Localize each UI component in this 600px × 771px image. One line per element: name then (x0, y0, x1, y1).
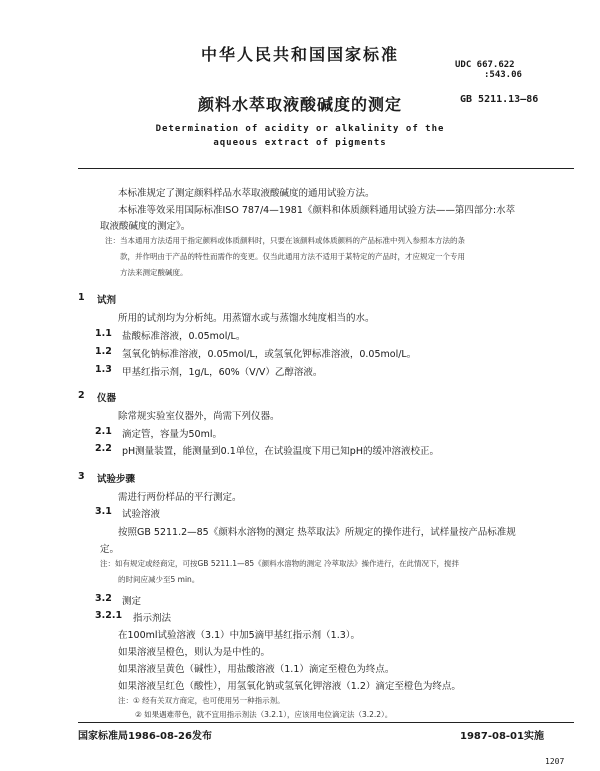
issued-date: 国家标准局1986-08-26发布 (78, 731, 212, 742)
section-1-intro: 所用的试剂均为分析纯。用蒸馏水或与蒸馏水纯度相当的水。 (118, 313, 375, 324)
section-1-title: 试剂 (97, 295, 117, 306)
section-3-title: 试验步骤 (97, 474, 136, 485)
item-3-2-1-line-1: 在100ml试验溶液（3.1）中加5滴甲基红指示剂（1.3）。 (118, 630, 361, 641)
section-2-number: 2 (78, 390, 85, 401)
item-1-3-text: 甲基红指示剂，1g/L，60%（V/V）乙醇溶液。 (122, 367, 323, 378)
item-3-2-number: 3.2 (95, 593, 112, 604)
item-3-2-1-line-3: 如果溶液呈黄色（碱性），用盐酸溶液（1.1）滴定至橙色为终点。 (118, 664, 395, 675)
intro-paragraph-2-cont: 取液酸碱度的测定》。 (100, 221, 191, 232)
item-2-2-number: 2.2 (95, 443, 112, 454)
issuer-title: 中华人民共和国国家标准 (200, 45, 399, 64)
item-3-1-note-line-1: 注：如有规定或经商定，可按GB 5211.1—85《颜料水溶物的测定 冷萃取法》操作进行，在此情况下，搅拌 (100, 559, 460, 568)
item-3-2-1-note-2: ② 如果遇难带色，就不宜用指示剂法（3.2.1），应该用电位滴定法（3.2.2）。 (135, 710, 393, 719)
udc-code-sub: :543.06 (484, 70, 522, 80)
intro-note-line-2: 款，并作明由于产品的特性而需作的变更。仅当此通用方法不适用于某特定的产品时，才应规定一个专用 (120, 252, 465, 261)
item-3-1-text-cont: 定。 (100, 544, 120, 555)
item-1-2-number: 1.2 (95, 346, 112, 357)
item-3-1-text: 按照GB 5211.2—85《颜料水溶物的测定 热萃取法》所规定的操作进行，试样量按产品标准规 (118, 527, 516, 538)
intro-paragraph-1: 本标准规定了测定颜料样品水萃取液酸碱度的通用试验方法。 (118, 188, 375, 199)
item-2-1-number: 2.1 (95, 426, 112, 437)
english-title-line-1: Determination of acidity or alkalinity of the (155, 124, 445, 134)
intro-note-line-1: 注：当本通用方法适用于指定颜料或体质颜料时，只要在该颜料或体质颜料的产品标准中列入参照本方法的条 (105, 236, 465, 245)
item-2-1-text: 滴定管，容量为50ml。 (122, 429, 222, 440)
intro-paragraph-2: 本标准等效采用国际标准ISO 787/4—1981《颜料和体质颜料通用试验方法——第四部分:水萃 (118, 205, 516, 216)
section-2-intro: 除常规实验室仪器外，尚需下列仪器。 (118, 411, 280, 422)
item-1-1-text: 盐酸标准溶液，0.05mol/L。 (122, 331, 246, 342)
item-2-2-text: pH测量装置，能测量到0.1单位，在试验温度下用已知pH的缓冲溶液校正。 (122, 446, 439, 457)
item-1-3-number: 1.3 (95, 364, 112, 375)
item-3-2-title: 测定 (122, 596, 142, 607)
item-3-2-1-line-4: 如果溶液呈红色（酸性），用氢氧化钠或氢氧化钾溶液（1.2）滴定至橙色为终点。 (118, 681, 461, 692)
item-3-2-1-line-2: 如果溶液呈橙色，则认为是中性的。 (118, 647, 271, 658)
item-1-2-text: 氢氧化钠标准溶液，0.05mol/L，或氢氧化钾标准溶液，0.05mol/L。 (122, 349, 417, 360)
effective-date: 1987-08-01实施 (460, 731, 544, 742)
section-2-title: 仪器 (97, 393, 117, 404)
page-number: 1207 (545, 757, 565, 766)
udc-code: UDC 667.622 (455, 60, 515, 70)
item-3-1-number: 3.1 (95, 506, 112, 517)
item-3-1-title: 试验溶液 (122, 509, 161, 520)
item-3-2-1-note-1: 注：① 经有关双方商定，也可使用另一种指示剂。 (118, 696, 285, 705)
item-1-1-number: 1.1 (95, 328, 112, 339)
item-3-2-1-title: 指示剂法 (133, 613, 172, 624)
section-1-number: 1 (78, 292, 85, 303)
standard-title: 颜料水萃取液酸碱度的测定 (197, 95, 402, 114)
section-3-number: 3 (78, 471, 85, 482)
footer-rule (78, 722, 574, 723)
item-3-1-note-line-2: 的时间应减少至5 min。 (118, 575, 200, 584)
header-rule (78, 168, 574, 169)
section-3-intro: 需进行两份样品的平行测定。 (118, 492, 242, 503)
item-3-2-1-number: 3.2.1 (95, 610, 123, 621)
intro-note-line-3: 方法来测定酸碱度。 (120, 268, 188, 277)
gb-number: GB 5211.13—86 (460, 94, 539, 105)
english-title-line-2: aqueous extract of pigments (213, 138, 387, 148)
